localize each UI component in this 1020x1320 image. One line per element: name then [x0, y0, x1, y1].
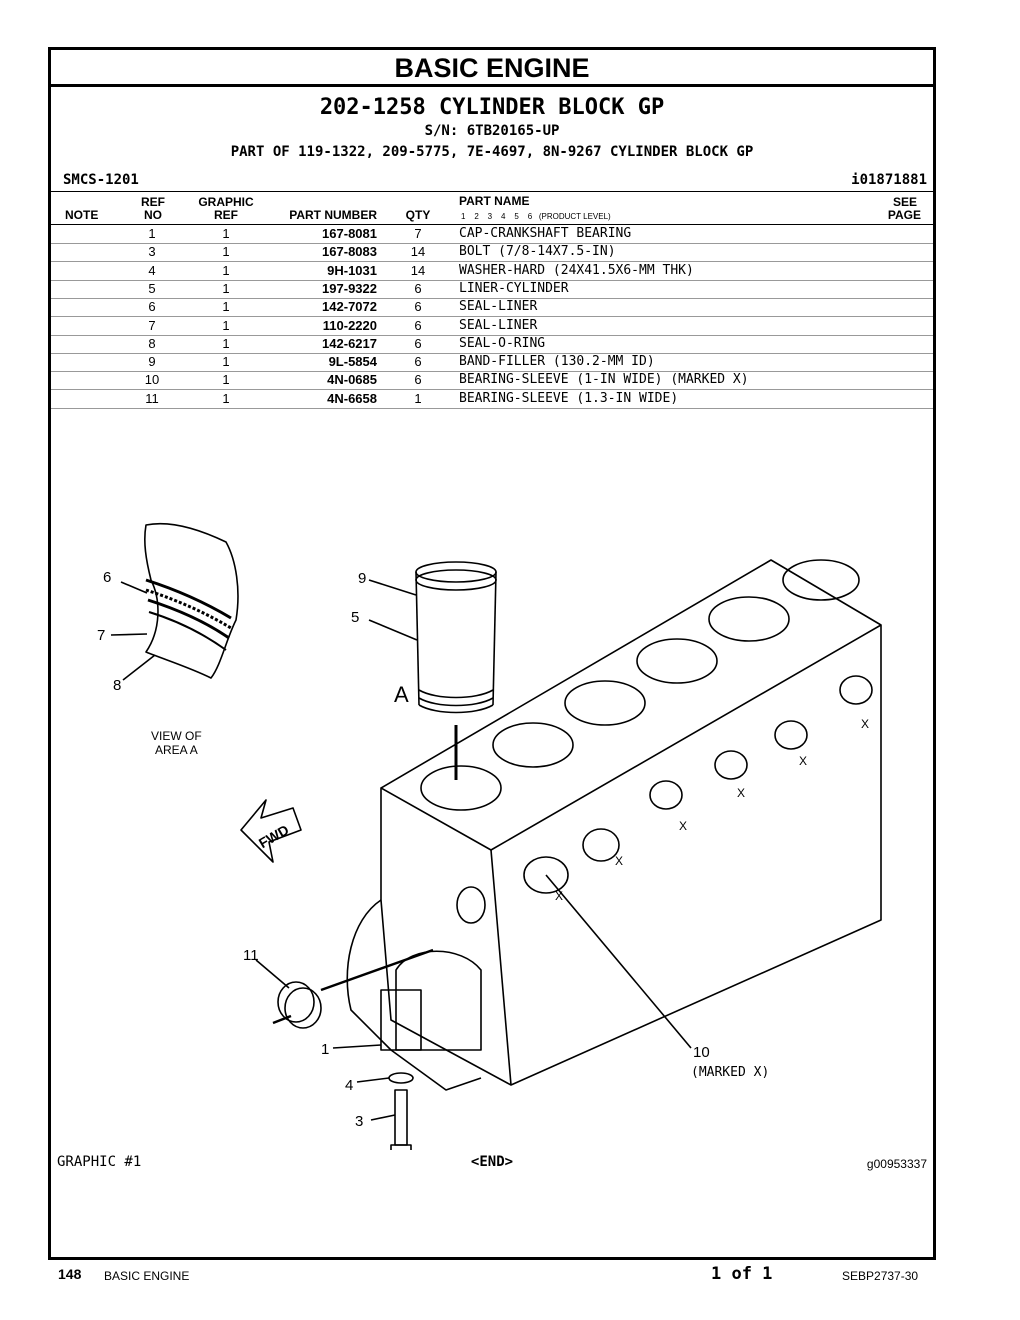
row-graphic-ref: 1 — [222, 226, 230, 241]
row-graphic-ref: 1 — [222, 335, 230, 351]
row-graphic-ref: 1 — [222, 317, 230, 333]
row-part-name: SEAL-LINER — [459, 299, 538, 315]
row-ref-no: 10 — [144, 372, 160, 388]
cylinder-liner — [416, 562, 496, 713]
bearing-sleeve-11 — [273, 950, 433, 1028]
row-ref-no: 8 — [148, 335, 156, 351]
x-mark: X — [615, 854, 624, 868]
document-id: SEBP2737-30 — [842, 1269, 919, 1283]
row-qty: 6 — [414, 280, 422, 296]
callout-8: 8 — [113, 677, 122, 694]
row-part-name: BEARING-SLEEVE (1.3-IN WIDE) — [459, 390, 679, 406]
row-part-number: 4N-6658 — [327, 390, 377, 406]
header-graphic-top: GRAPHIC — [198, 195, 254, 209]
row-graphic-ref: 1 — [222, 262, 230, 278]
row-part-number: 167-8083 — [322, 244, 377, 260]
row-qty: 14 — [410, 244, 426, 260]
header-see-bottom: PAGE — [887, 208, 921, 222]
row-graphic-ref: 1 — [222, 390, 230, 406]
leader-5 — [369, 620, 417, 640]
page-of: 1 of 1 — [711, 1264, 773, 1284]
footer-section: BASIC ENGINE — [104, 1269, 190, 1283]
row-part-number: 4N-0685 — [327, 372, 377, 388]
row-graphic-ref: 1 — [222, 372, 230, 388]
row-qty: 1 — [414, 390, 422, 406]
marked-x-note: (MARKED X) — [691, 1065, 770, 1080]
table-row — [51, 243, 933, 262]
row-qty: 7 — [414, 226, 422, 241]
row-graphic-ref: 1 — [222, 299, 230, 315]
graphic-number: GRAPHIC #1 — [57, 1154, 142, 1170]
leader-4 — [357, 1078, 389, 1082]
leader-9 — [369, 580, 416, 595]
leader-6 — [121, 582, 147, 593]
leader-11 — [256, 960, 289, 988]
row-ref-no: 6 — [148, 299, 156, 315]
table-row — [51, 390, 933, 409]
serial-number: S/N: 6TB20165-UP — [424, 123, 560, 139]
callout-4: 4 — [345, 1077, 354, 1094]
section-title: BASIC ENGINE — [51, 50, 933, 87]
end-marker: <END> — [470, 1154, 514, 1170]
row-part-number: 9H-1031 — [327, 262, 377, 278]
header-qty: QTY — [405, 208, 431, 222]
callout-9: 9 — [358, 570, 367, 587]
row-qty: 6 — [414, 372, 422, 388]
view-label-line2: AREA A — [155, 743, 198, 757]
row-part-name: CAP-CRANKSHAFT BEARING — [459, 226, 632, 241]
header-note: NOTE — [65, 208, 99, 222]
table-row — [51, 317, 933, 336]
row-part-name: BOLT (7/8-14X7.5-IN) — [459, 244, 616, 260]
row-ref-no: 3 — [148, 244, 156, 260]
x-mark: X — [679, 819, 688, 833]
row-part-number: 167-8081 — [322, 226, 377, 241]
row-ref-no: 5 — [148, 280, 156, 296]
bearing-cap-assembly — [381, 990, 421, 1150]
illustration-id: i01871881 — [851, 172, 927, 188]
leader-1 — [333, 1045, 381, 1048]
header-ref-bottom: NO — [144, 208, 162, 222]
header-part-name: PART NAME — [459, 194, 530, 208]
cylinder-block — [347, 560, 881, 1090]
callout-5: 5 — [351, 609, 360, 626]
table-row — [51, 225, 933, 244]
callout-3: 3 — [355, 1113, 364, 1130]
x-mark: X — [861, 717, 870, 731]
row-qty: 14 — [410, 262, 426, 278]
row-qty: 6 — [414, 354, 422, 370]
table-row — [51, 262, 933, 281]
row-ref-no: 9 — [148, 354, 156, 370]
row-qty: 6 — [414, 335, 422, 351]
row-part-number: 110-2220 — [322, 317, 377, 333]
row-ref-no: 1 — [148, 226, 156, 241]
table-row — [51, 335, 933, 354]
callout-10: 10 — [693, 1044, 710, 1061]
header-product-level: 1 2 3 4 5 6 (PRODUCT LEVEL) — [461, 212, 611, 221]
row-ref-no: 7 — [148, 317, 156, 333]
view-label-line1: VIEW OF — [151, 729, 202, 743]
row-part-name: SEAL-O-RING — [459, 335, 546, 351]
row-part-number: 142-6217 — [322, 335, 377, 351]
smcs-code: SMCS-1201 — [63, 172, 139, 188]
row-graphic-ref: 1 — [222, 280, 230, 296]
row-part-name: LINER-CYLINDER — [459, 280, 569, 296]
leader-8 — [123, 655, 155, 680]
group-title: 202-1258 CYLINDER BLOCK GP — [319, 95, 665, 120]
part-of-line: PART OF 119-1322, 209-5775, 7E-4697, 8N-9267 CYLINDER BLOCK GP — [230, 144, 754, 160]
row-graphic-ref: 1 — [222, 244, 230, 260]
row-part-number: 9L-5854 — [328, 354, 377, 370]
header-ref-top: REF — [141, 195, 165, 209]
table-row — [51, 280, 933, 299]
row-part-number: 142-7072 — [322, 299, 377, 315]
row-part-name: BAND-FILLER (130.2-MM ID) — [459, 354, 655, 370]
table-row — [51, 353, 933, 372]
callout-1: 1 — [321, 1041, 330, 1058]
seal-detail-view — [145, 524, 238, 678]
x-mark: X — [555, 889, 564, 903]
row-ref-no: 11 — [145, 390, 159, 406]
x-mark: X — [737, 786, 746, 800]
row-part-name: BEARING-SLEEVE (1-IN WIDE) (MARKED X) — [459, 372, 749, 388]
table-row — [51, 371, 933, 390]
page-frame — [48, 47, 936, 1260]
row-part-name: SEAL-LINER — [459, 317, 538, 333]
x-mark: X — [799, 754, 808, 768]
page-number: 148 — [58, 1266, 82, 1282]
row-graphic-ref: 1 — [222, 354, 230, 370]
row-qty: 6 — [414, 299, 422, 315]
table-row — [51, 298, 933, 317]
callout-11: 11 — [243, 947, 259, 964]
leader-3 — [371, 1115, 395, 1120]
graphic-id: g00953337 — [866, 1157, 927, 1171]
callout-6: 6 — [103, 569, 112, 586]
callout-a: A — [394, 682, 409, 707]
header-see-top: SEE — [892, 195, 917, 209]
row-ref-no: 4 — [148, 262, 156, 278]
header-divider-top — [51, 191, 933, 192]
header-part-number: PART NUMBER — [289, 208, 377, 222]
leader-7 — [111, 634, 147, 635]
exploded-view-diagram — [51, 450, 933, 1150]
fwd-label: FWD — [255, 821, 292, 852]
row-part-name: WASHER-HARD (24X41.5X6-MM THK) — [459, 262, 694, 278]
row-qty: 6 — [414, 317, 422, 333]
row-part-number: 197-9322 — [322, 280, 377, 296]
header-graphic-bottom: REF — [214, 208, 238, 222]
leader-10 — [546, 875, 691, 1048]
callout-7: 7 — [97, 627, 106, 644]
